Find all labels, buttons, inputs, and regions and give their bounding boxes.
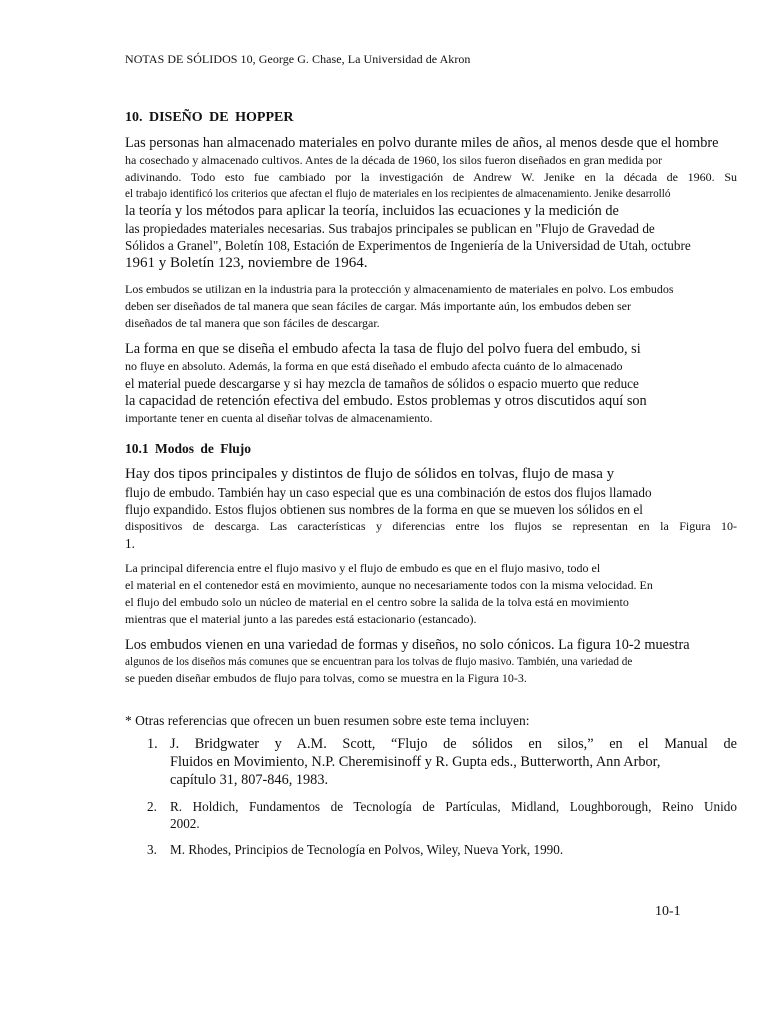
reference-item — [125, 841, 737, 858]
text-line: mientras que el material junto a las paredes está estacionario (estancado). — [125, 612, 477, 626]
text-line: ha cosechado y almacenado cultivos. Antes de la década de 1960, los silos fueron diseñados en gran medida por — [125, 153, 663, 167]
text-line: adivinando. Todo esto fue cambiado por la investigación de Andrew W. Jenike en la década de 1960. Su — [125, 170, 737, 184]
document-body — [125, 110, 737, 867]
text-line: Los embudos se utilizan en la industria para la protección y almacenamiento de materiales en polvo. Los embudos — [125, 282, 674, 296]
text-line: M. Rhodes, Principios de Tecnología en Polvos, Wiley, Nueva York, 1990. — [170, 842, 564, 857]
text-line: R. Holdich, Fundamentos de Tecnología de Partículas, Midland, Loughborough, Reino Unido — [170, 799, 737, 814]
paragraph-hoppers — [125, 281, 737, 332]
references-intro: * Otras referencias que ofrecen un buen resumen sobre este tema incluyen: — [125, 713, 530, 728]
text-line: Sólidos a Granel", Boletín 108, Estación de Experimentos de Ingeniería de la Universidad de Utah, octubre — [125, 238, 691, 253]
references-list — [125, 735, 737, 858]
text-line: el flujo del embudo solo un núcleo de material en el centro sobre la salida de la tolva está en movimiento — [125, 595, 629, 609]
text-line: las propiedades materiales necesarias. Sus trabajos principales se publican en "Flujo de Gravedad de — [125, 221, 655, 236]
text-line: algunos de los diseños más comunes que se encuentran para los tolvas de flujo masivo. También, una variedad de — [125, 656, 633, 668]
text-line: no fluye en absoluto. Además, la forma en que está diseñado el embudo afecta cuánto de lo almacenado — [125, 359, 623, 373]
text-line: flujo de embudo. También hay un caso especial que es una combinación de estos dos flujos llamado — [125, 485, 652, 500]
text-line: el material en el contenedor está en movimiento, aunque no necesariamente todos con la misma velocidad. En — [125, 578, 653, 592]
text-line: La principal diferencia entre el flujo masivo y el flujo de embudo es que en el flujo masivo, todo el — [125, 561, 601, 575]
text-line: importante tener en cuenta al diseñar tolvas de almacenamiento. — [125, 411, 433, 425]
reference-item — [125, 735, 737, 789]
reference-number: 1. — [147, 736, 158, 752]
text-line: Fluidos en Movimiento, N.P. Cheremisinoff y R. Gupta eds., Butterworth, Ann Arbor, — [170, 754, 661, 770]
running-head: NOTAS DE SÓLIDOS 10, George G. Chase, La Universidad de Akron — [125, 52, 471, 66]
text-line: Los embudos vienen en una variedad de formas y diseños, no solo cónicos. La figura 10-2 muestra — [125, 637, 690, 653]
reference-number: 2. — [147, 799, 157, 814]
text-line: se pueden diseñar embudos de flujo para tolvas, como se muestra en la Figura 10-3. — [125, 671, 527, 685]
paragraph-flow-types — [125, 465, 737, 552]
text-line: el material puede descargarse y si hay mezcla de tamaños de sólidos o espacio muerto que reduce — [125, 376, 639, 391]
text-line: Las personas han almacenado materiales en polvo durante miles de años, al menos desde que el hombre — [125, 135, 719, 151]
text-line: flujo expandido. Estos flujos obtienen sus nombres de la forma en que se mueven los sólidos en el — [125, 502, 643, 517]
reference-item — [125, 798, 737, 832]
paragraph-intro — [125, 134, 737, 273]
text-line: capítulo 31, 807-846, 1983. — [170, 772, 329, 788]
text-line: Hay dos tipos principales y distintos de flujo de sólidos en tolvas, flujo de masa y — [125, 466, 615, 482]
text-line: J. Bridgwater y A.M. Scott, “Flujo de sólidos en silos,” en el Manual de — [170, 736, 737, 752]
section-title: 10. DISEÑO DE HOPPER — [125, 110, 294, 125]
text-line: la capacidad de retención efectiva del embudo. Estos problemas y otros discutidos aquí son — [125, 393, 647, 409]
text-line: 1. — [125, 536, 135, 551]
text-line: 1961 y Boletín 123, noviembre de 1964. — [125, 255, 368, 271]
reference-number: 3. — [147, 842, 157, 857]
paragraph-difference — [125, 560, 737, 628]
text-line: la teoría y los métodos para aplicar la teoría, incluidos las ecuaciones y la medición de — [125, 203, 619, 219]
subsection-title: 10.1 Modos de Flujo — [125, 441, 252, 456]
text-line: La forma en que se diseña el embudo afecta la tasa de flujo del polvo fuera del embudo, si — [125, 341, 641, 357]
paragraph-designs — [125, 636, 737, 687]
text-line: diseñados de tal manera que son fáciles de descargar. — [125, 316, 380, 330]
paragraph-shape — [125, 340, 737, 427]
text-line: deben ser diseñados de tal manera que sean fáciles de cargar. Más importante aún, los embudos deben ser — [125, 299, 631, 313]
text-line: el trabajo identificó los criterios que afectan el flujo de materiales en los recipientes de almacenamiento. Jenike desarrolló — [125, 188, 671, 200]
page-number: 10-1 — [655, 904, 681, 919]
text-line: dispositivos de descarga. Las características y diferencias entre los flujos se representan en la Figura 10- — [125, 519, 737, 533]
text-line: 2002. — [170, 816, 200, 831]
